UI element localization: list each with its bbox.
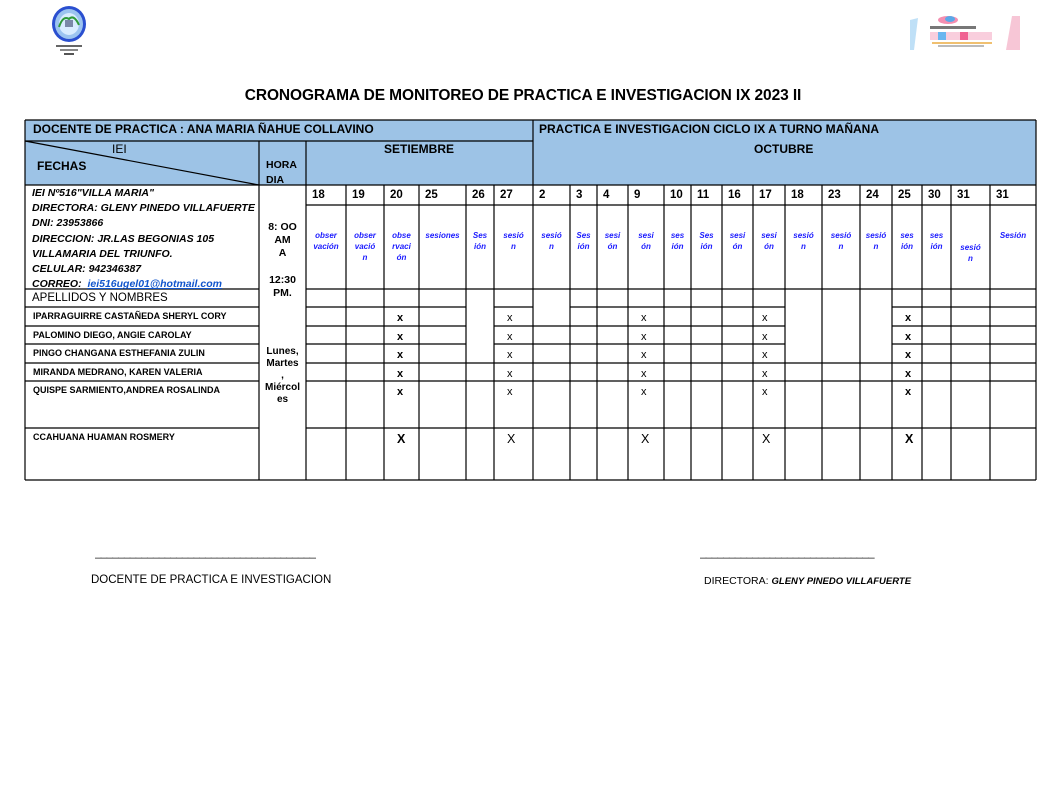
activity-text: sesi — [761, 231, 777, 240]
activity-text: n — [838, 242, 844, 251]
activity-text: vació — [354, 242, 376, 251]
activity-cell — [419, 230, 466, 241]
attendance-mark: x — [762, 312, 768, 324]
activity-text: n — [511, 242, 516, 251]
activity-text: ón — [396, 253, 407, 262]
activity-cell — [533, 230, 570, 252]
attendance-mark: x — [397, 349, 404, 361]
activity-cell — [860, 230, 892, 252]
activity-cell — [628, 230, 664, 252]
activity-cell — [922, 230, 951, 252]
attendance-mark: x — [762, 368, 768, 380]
iei-info-block — [32, 186, 255, 292]
activity-text: obse — [392, 231, 411, 240]
activity-cell — [466, 230, 494, 252]
activity-cell — [722, 230, 753, 252]
attendance-mark: x — [905, 312, 912, 324]
activity-cell — [951, 242, 990, 264]
attendance-mark: x — [762, 386, 768, 398]
activity-cell — [990, 230, 1036, 241]
activity-text: ses — [900, 231, 914, 240]
iei-name: IEI Nº516"VILLA MARIA" — [32, 187, 154, 199]
docente-label: DOCENTE DE PRACTICA : ANA MARIA ÑAHUE COLLAVINO — [33, 122, 374, 136]
student-name: PINGO CHANGANA ESTHEFANIA ZULIN — [33, 348, 205, 358]
attendance-mark: x — [507, 349, 513, 361]
date-header-3: 25 — [425, 189, 438, 201]
date-header-16: 24 — [866, 189, 879, 201]
activity-text: ón — [607, 242, 618, 251]
signature-line-directora: ______________________________ — [700, 547, 874, 559]
student-name: MIRANDA MEDRANO, KAREN VALERIA — [33, 367, 203, 377]
date-header-18: 30 — [928, 189, 941, 201]
iei-direccion: DIRECCION: JR.LAS BEGONIAS 105 — [32, 232, 215, 245]
date-header-15: 23 — [828, 189, 841, 201]
activity-text: ión — [577, 242, 590, 251]
attendance-mark: x — [641, 331, 647, 343]
activity-text: ón — [764, 242, 774, 251]
activity-text: sesió — [830, 231, 852, 240]
activity-text: obser — [315, 231, 337, 240]
attendance-mark: x — [641, 368, 647, 380]
attendance-mark: x — [905, 386, 912, 398]
activity-text: ón — [641, 242, 651, 251]
activity-text: ses — [670, 231, 685, 240]
date-header-10: 10 — [670, 189, 683, 201]
date-header-17: 25 — [898, 189, 911, 201]
activity-text: Ses — [699, 231, 714, 240]
student-name: IPARRAGUIRRE CASTAÑEDA SHERYL CORY — [33, 311, 227, 321]
iei-celular: CELULAR: 942346387 — [32, 263, 142, 276]
date-header-2: 20 — [390, 189, 403, 201]
attendance-mark: x — [641, 312, 647, 324]
activity-cell — [691, 230, 722, 252]
activity-text: sesió — [503, 231, 524, 240]
date-header-11: 11 — [697, 189, 710, 201]
attendance-mark: x — [905, 368, 912, 380]
attendance-mark: x — [397, 312, 404, 324]
activity-cell — [664, 230, 691, 252]
date-header-8: 4 — [603, 189, 610, 201]
date-header-0: 18 — [312, 189, 325, 201]
activity-cell — [384, 230, 419, 263]
activity-text: ión — [700, 242, 713, 251]
activity-text: ión — [901, 242, 913, 251]
activity-text: n — [362, 253, 368, 262]
page-title: CRONOGRAMA DE MONITOREO DE PRACTICA E INVESTIGACION IX 2023 II — [244, 87, 802, 104]
activity-text: ses — [929, 231, 944, 240]
iei-directora: DIRECTORA: GLENY PINEDO VILLAFUERTE — [32, 202, 255, 215]
attendance-mark: X — [397, 432, 406, 446]
activity-text: Ses — [576, 231, 591, 240]
student-name: QUISPE SARMIENTO,ANDREA ROSALINDA — [33, 385, 221, 395]
schedule-hours — [259, 221, 306, 300]
activity-text: ión — [671, 242, 684, 251]
hora-label: HORA — [266, 159, 297, 171]
date-header-20: 31 — [996, 189, 1009, 201]
activity-text: vación — [313, 242, 339, 251]
attendance-mark: x — [397, 331, 404, 343]
date-header-6: 2 — [539, 189, 546, 201]
directora-name: GLENY PINEDO VILLAFUERTE — [771, 576, 912, 587]
signature-label-directora — [704, 575, 911, 587]
signature-label-docente: DOCENTE DE PRACTICA E INVESTIGACION — [91, 574, 332, 586]
student-name: CCAHUANA HUAMAN ROSMERY — [33, 432, 175, 442]
activity-text: sesi — [638, 231, 654, 240]
month-setiembre: SETIEMBRE — [384, 142, 455, 156]
iei-distrito: VILLAMARIA DEL TRIUNFO. — [32, 247, 173, 260]
activity-text: ón — [732, 242, 743, 251]
activity-text: sesió — [793, 231, 814, 240]
attendance-mark: x — [762, 331, 768, 343]
activity-text: Sesión — [999, 231, 1027, 240]
attendance-mark: x — [507, 312, 513, 324]
apellidos-nombres-label: APELLIDOS Y NOMBRES — [32, 292, 168, 304]
activity-cell — [346, 230, 384, 263]
activity-text: sesió — [865, 231, 887, 240]
date-header-9: 9 — [634, 189, 641, 201]
day-martes: Martes — [266, 358, 299, 369]
signature-line-docente: ______________________________________ — [95, 547, 316, 559]
attendance-mark: X — [507, 432, 516, 446]
activity-text: n — [549, 242, 554, 251]
date-header-19: 31 — [957, 189, 970, 201]
hora-end-time: 12:30 — [269, 274, 296, 286]
activity-text: sesió — [960, 243, 981, 252]
student-name: PALOMINO DIEGO, ANGIE CAROLAY — [33, 330, 192, 340]
dia-label: DIA — [266, 174, 285, 186]
activity-text: rvaci — [392, 242, 411, 251]
activity-text: Ses — [472, 231, 488, 240]
activity-text: n — [801, 242, 806, 251]
fechas-label: FECHAS — [37, 159, 87, 173]
activity-cell — [597, 230, 628, 252]
activity-text: ión — [474, 242, 486, 251]
hora-end-ampm: PM. — [273, 287, 292, 299]
activity-cell — [494, 230, 533, 252]
attendance-mark: x — [507, 386, 513, 398]
activity-cell — [753, 230, 785, 252]
activity-text: n — [873, 242, 879, 251]
attendance-mark: x — [905, 331, 912, 343]
date-header-14: 18 — [791, 189, 804, 201]
iei-dni: DNI: 23953866 — [32, 217, 104, 230]
attendance-mark: x — [507, 331, 513, 343]
activity-cell — [570, 230, 597, 252]
activity-text: sesi — [604, 231, 621, 240]
activity-text: sesió — [541, 231, 562, 240]
date-header-13: 17 — [759, 189, 772, 201]
attendance-mark: x — [641, 349, 647, 361]
activity-cell — [892, 230, 922, 252]
directora-prefix: DIRECTORA: — [704, 575, 769, 587]
day-miercoles-end: es — [276, 394, 289, 405]
activity-text: obser — [354, 231, 376, 240]
attendance-mark: X — [641, 432, 650, 446]
program-label: PRACTICA E INVESTIGACION CICLO IX A TURNO MAÑANA — [539, 122, 880, 136]
day-comma: , — [281, 370, 284, 381]
date-header-5: 27 — [500, 189, 513, 201]
iei-email-link[interactable]: iei516ugel01@hotmail.com — [87, 278, 222, 291]
iei-correo-label: CORREO: — [32, 278, 82, 291]
iei-label: IEI — [112, 142, 127, 156]
schedule-days — [259, 346, 306, 406]
attendance-mark: x — [762, 349, 768, 361]
hora-start-time: 8: OO — [268, 221, 297, 233]
activity-cell — [306, 230, 346, 252]
attendance-mark: X — [905, 432, 914, 446]
attendance-mark: x — [397, 386, 404, 398]
date-header-7: 3 — [576, 189, 583, 201]
date-header-12: 16 — [728, 189, 741, 201]
activity-text: sesi — [729, 231, 746, 240]
attendance-mark: x — [397, 368, 404, 380]
attendance-mark: x — [641, 386, 647, 398]
activity-text: ión — [930, 242, 943, 251]
attendance-mark: x — [507, 368, 513, 380]
activity-cell — [822, 230, 860, 252]
month-octubre: OCTUBRE — [754, 142, 814, 156]
activity-text: n — [968, 254, 973, 263]
hora-start-ampm: AM — [274, 234, 291, 246]
hora-separator: A — [278, 247, 287, 259]
activity-cell — [785, 230, 822, 252]
activity-text: sesiones — [425, 231, 460, 240]
date-header-4: 26 — [472, 189, 485, 201]
attendance-mark: x — [905, 349, 912, 361]
date-header-1: 19 — [352, 189, 365, 201]
attendance-mark: X — [762, 432, 771, 446]
day-miercoles: Miércol — [264, 382, 300, 393]
day-lunes: Lunes, — [266, 346, 299, 357]
